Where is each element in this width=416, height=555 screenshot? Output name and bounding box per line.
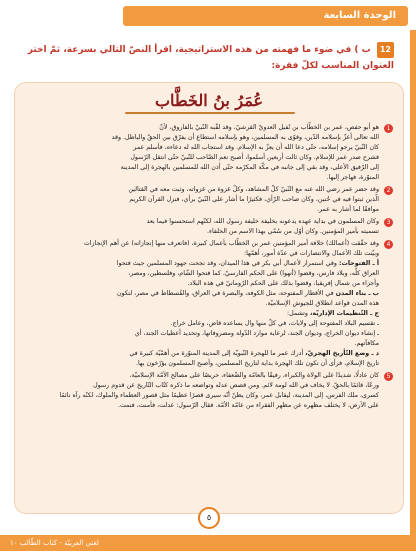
story-title-wrap [15,91,403,110]
sub-point [25,259,379,269]
sub-point [25,309,379,319]
footer-book-label: لغتي العربيّة - كتاب الطّالب ١٠ [10,539,99,547]
paragraph-line: كان عادلًا، شديدًا على الولاة والكبراء، رفيقًا بالعامّة والضّعفاء، حريصًا على مصالح الأمّة الإسلاميّة، [129,372,379,379]
sub-point [25,349,379,359]
sub-point-label: أ ـ الفتوحات: [338,260,379,267]
paragraph-line: هو أبو حفص، عمر بن الخطّاب بن نُفيل العدويّ القرشيّ، وقد لقّبه النّبيّ بالفاروق، لأنّ [159,124,379,131]
paragraph-number-marker: 4 [384,240,393,249]
paragraph-line: وكان المسلمون في بداية عهده يدعونه بخليفة خليفة رسول الله، لكنّهم استحسنوا فيما بعد [146,218,379,225]
sub-point-text: في الأقطار المفتوحة، مثل الكوفة، والبصرة في العراق، والفُسطاط في مصر، لتكون [116,290,334,297]
paragraph-line: فشرح صدر عمر للإسلام. وكان ثالث أربعين أسلموا، أصبح نعم الصّاحب للنّبيّ حتّى انتقل الرّسول [130,154,379,161]
paragraph-5 [25,371,393,411]
paragraph-line: موافقًا لما أشار به عمر. [317,206,379,213]
paragraph-line: وقد حضر عمر رضي الله عنه مع النّبيّ كلّ المشاهد، وكلّ غزوة من غزواته، وثبت معه في القتالين [128,186,379,193]
sub-point-line: تاريخ الإسلام، فرأى أن تكون تلك الهجرة بداية لتاريخ المسلمين، وأصبح المسلمون يؤرّخون بها. [136,360,379,367]
paragraph-line: تسميته بأمير المؤمنين. وكان أوّل من سُمّي بهذا الاسم من الخلفاء. [207,228,379,235]
paragraph-number-marker: 1 [384,124,393,133]
exercise-instruction [24,42,394,74]
paragraph-4 [25,239,393,369]
title-underline [125,112,295,114]
paragraph-number-marker: 5 [384,372,393,381]
passage-content [25,123,393,413]
sub-point-text: وفي استمرار لأعمال أبي بكر في هذا الميدان، وقد نجحت جهود المسلمين حيث فتحوا [116,260,337,267]
paragraph-line: ورعًا، قائمًا بالحقّ، لا يخاف في الله لومة لائم. ومن قصص عدله وتواضعه ما ذكره كتّاب التّاريخ عن قدوم رسول [93,382,379,389]
sub-point-line: ـ إنشاء ديوان الخراج، وديوان الجند، لرعاية موارد الدّولة ومصروفاتها، وتحديد أعطيات الجند، أي [134,330,379,337]
paragraph-line: كان النّبيّ يرجو إسلامه، حتّى دعا الله أن يعزّ به الإسلام. وقد استجاب الله له دعاءه، فأسلم عمر [133,144,379,151]
unit-header-bar [123,6,408,26]
sub-point-line: مكافآتهم. [354,340,379,347]
side-accent-strip [410,30,416,545]
paragraph-line: كسرى، ملك الفرس، إلى المدينة، ليقابل عمر، وكان يظنّ أنّه سيرى قصرًا عظيمًا مثل قصور العظماء والملوك، لكنّه رآه نائمًا [59,392,379,399]
page-number: ٥ [198,507,220,529]
paragraph-line: وبيّنت تلك الأعمال والانتصارات في عدّة أمور، أهمّها: [243,250,379,257]
question-number-badge: 12 [377,42,394,58]
sub-point-line: هذه المدن قواعد انطلاق للجيوش الإسلاميّة. [265,300,379,307]
sub-point-text: وتشمل: [287,310,308,317]
reading-passage-panel [14,82,404,514]
sub-point-text: أدرك عمر ما للهجرة النّبويّة إلى المدينة المنوّرة من أهمّيّة كبيرة في [129,350,304,357]
paragraph-1 [25,123,393,183]
sub-point-label: ج ـ التّنظيمات الإداريّة، [310,310,379,317]
paragraph-line: إلى الرّفيق الأعلى، وقد بقي إلى جانبه في مكّة المكرّمة حتّى أذن الله للمسلمين بالهجرة إلى المدينة [120,164,379,171]
story-title: عُمَرُ بنُ الخَطَّاب [154,91,264,110]
paragraph-number-marker: 2 [384,186,393,195]
paragraph-line: على الأرض، لا يختلف مظهره عن مظهر الفقراء من عامّة الأمّة. فقال الرّسول: عدلت، فأمنت، فنمت. [117,402,379,409]
paragraph-line: الله تعالى أعزّ بإسلامه الدّين، وقوّى به المسلمين، وهو بإسلامه استطاع أن يفرّق بين الحقّ والباطل. وقد [111,134,379,141]
paragraph-line: المنوّرة، فهاجر إليها. [326,174,379,181]
sub-point-label: ب ـ بناء المدن [335,290,379,297]
paragraph-line: وقد حقّقت (أعمالك) خلافة أمير المؤمنين عمر بن الخطّاب بأعمال كبيرة، (فاتعرف منها إنجازاته) عن أهم الإنجازات [83,240,379,247]
paragraph-number-marker: 3 [384,218,393,227]
paragraph-3 [25,217,393,237]
sub-point [25,289,379,299]
unit-title: الوحدة السابعة [323,10,396,21]
sub-point-line: ـ تقسيم البلاد المفتوحة إلى ولايات، في كلّ منها وال يساعده قاض، وعامل خراج. [170,320,379,327]
sub-point-label: د ـ وضع التّأريخ الهجريّ، [305,350,379,357]
sub-point-line: وأجزاء من شمال إفريقيا، وقضوا بذلك على الحكم الرّومانيّ في هذه البلاد. [187,280,379,287]
sub-point-line: العراق كلّه، وبلاد فارس، وقضوا (أنهوا) على الحكم الفارسيّ، كما فتحوا الشّام، وفلسطين، ومصر، [128,270,379,277]
paragraph-2 [25,185,393,215]
instruction-text: ب ) في ضوء ما فهمته من هذه الاستراتيجية، اقرأ النصّ التالي بسرعة، ثمّ اختر العنوان المناسب لكلّ فقرة: [27,45,394,71]
footer-bar [0,535,416,551]
paragraph-line: الّذين ثبتوا فيه في حُنين، وكان صاحب الرّأي، فكثيرًا ما أشار على النّبيّ برأي، فنزل القرآن الكريم [129,196,379,203]
